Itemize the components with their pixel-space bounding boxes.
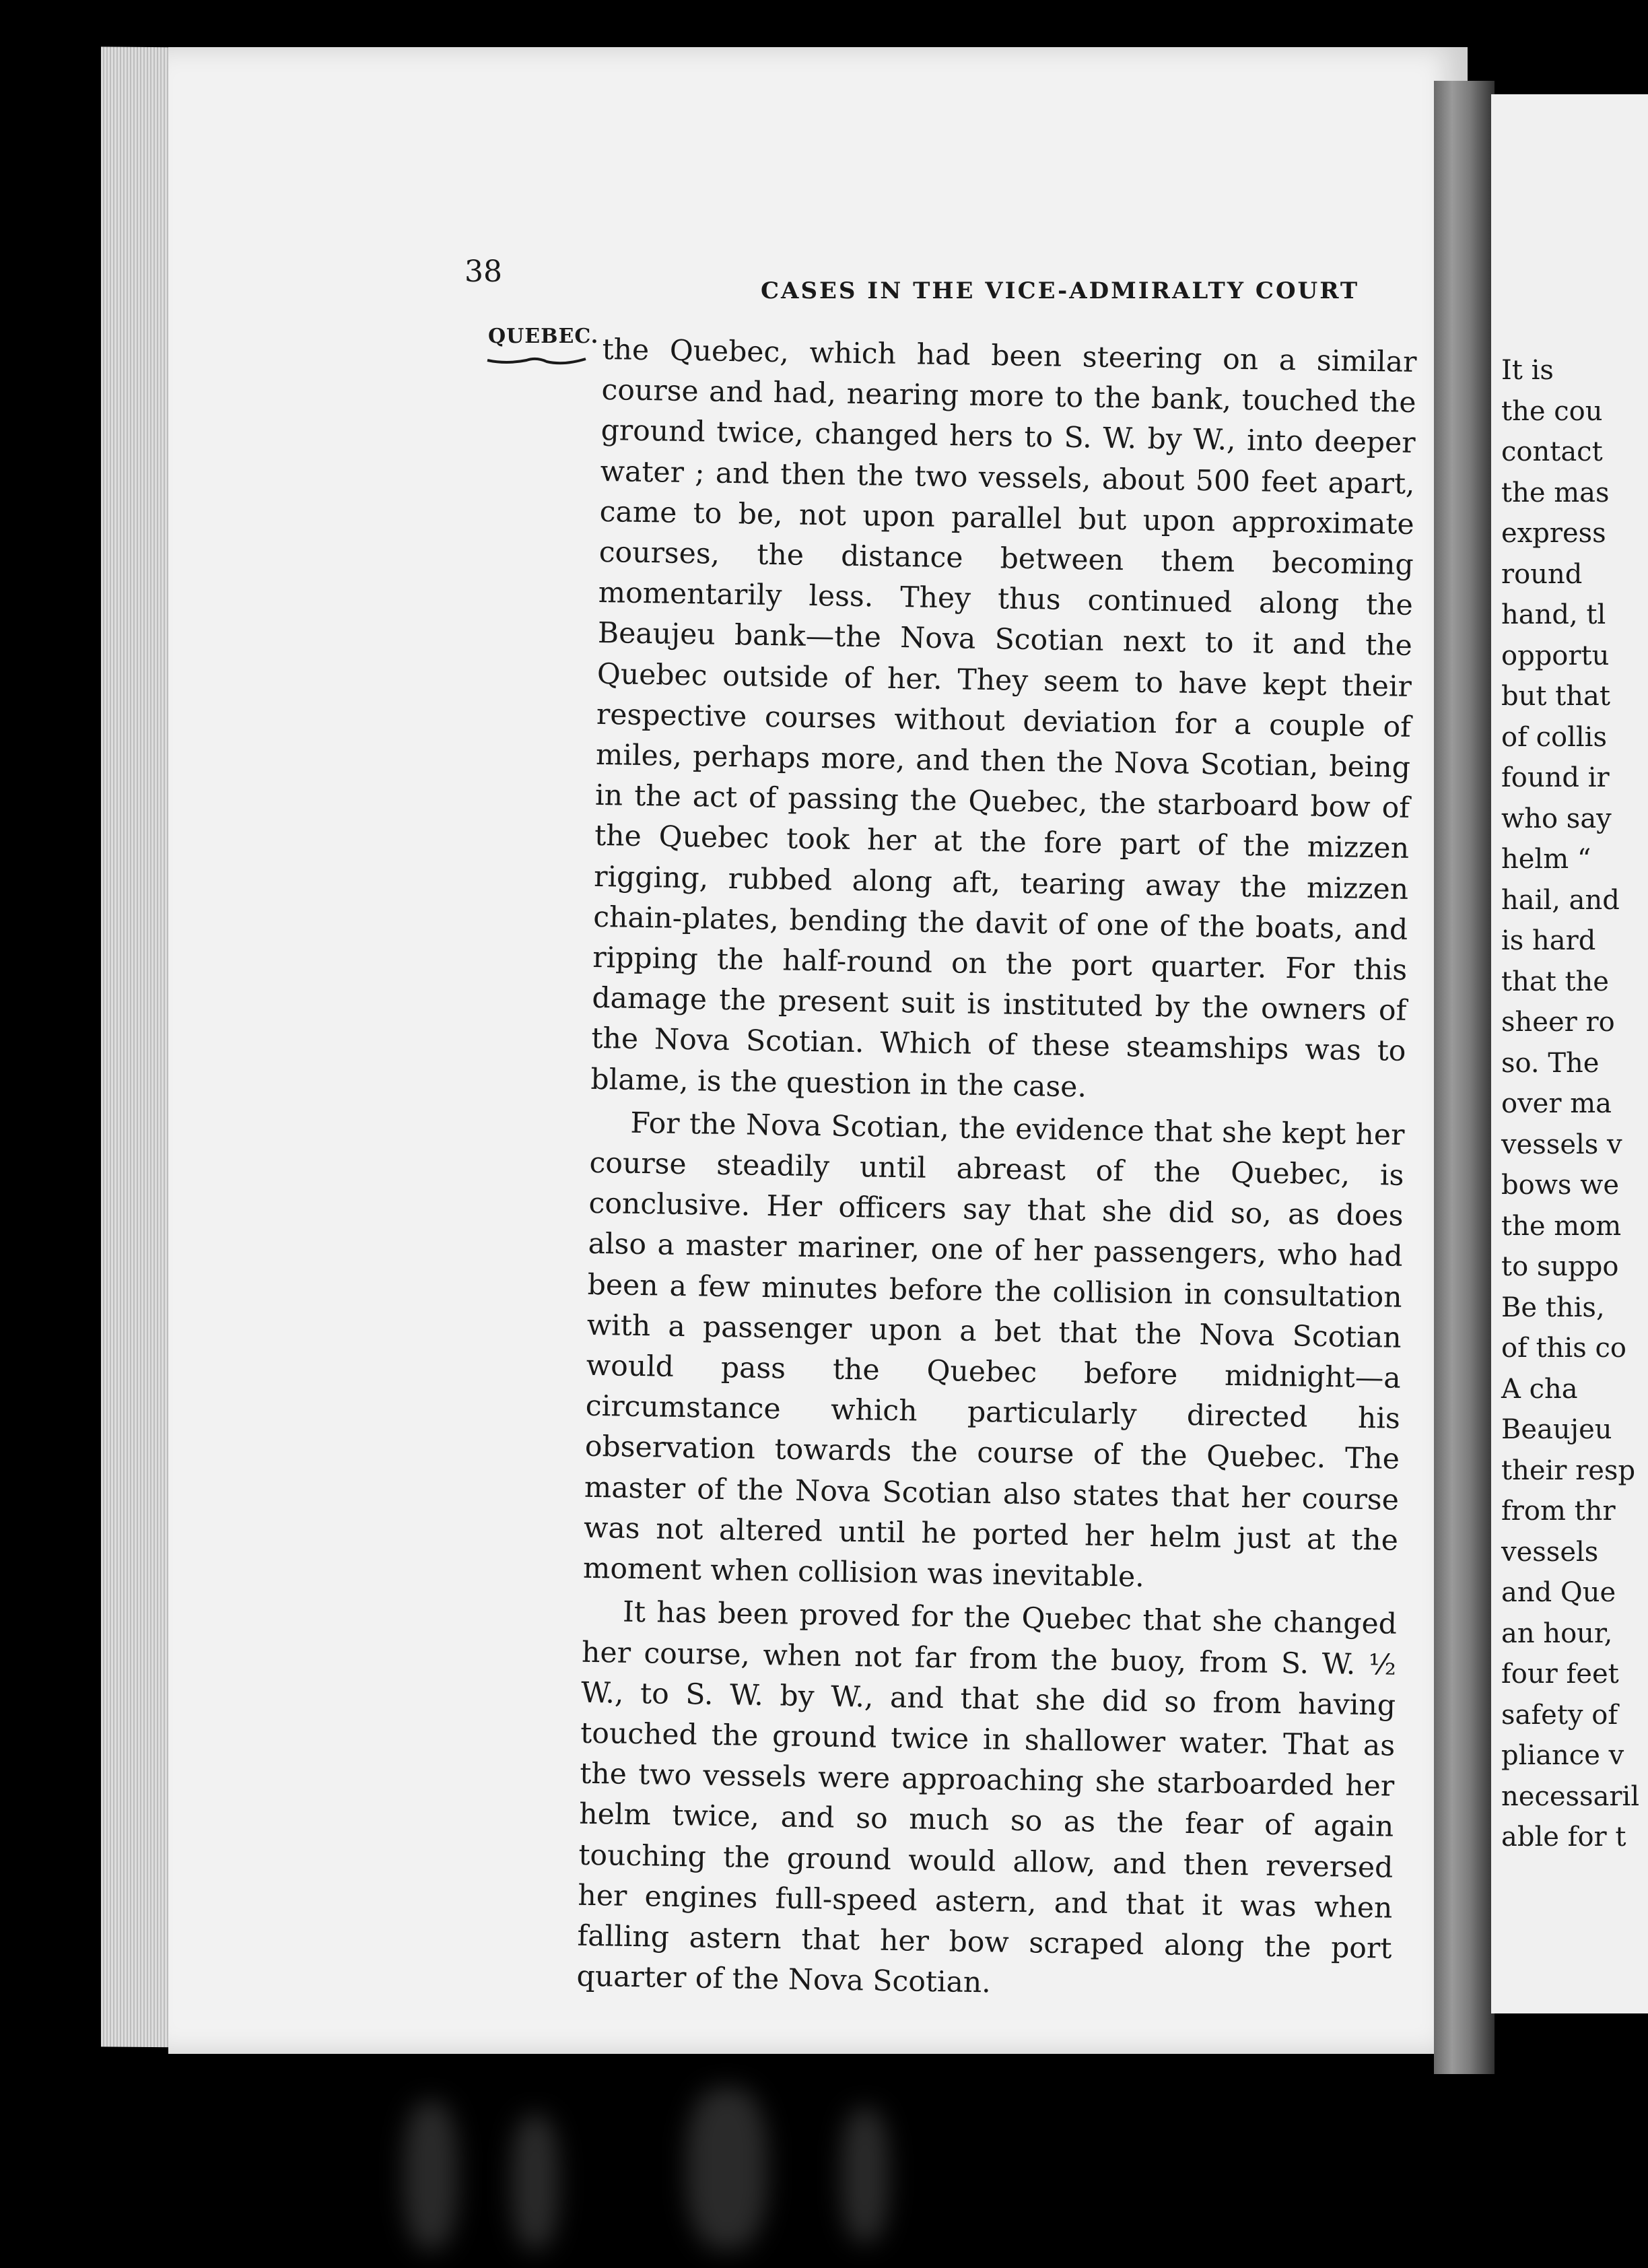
facing-line: express <box>1501 518 1606 549</box>
facing-line: is hard <box>1501 925 1596 956</box>
facing-line: from thr <box>1501 1496 1616 1527</box>
facing-line: It is <box>1501 355 1554 386</box>
facing-line: safety of <box>1501 1699 1618 1731</box>
facing-line: but that <box>1501 681 1610 712</box>
facing-line: who say <box>1501 803 1612 834</box>
facing-line: and Que <box>1501 1577 1616 1608</box>
facing-line: Beaujeu <box>1501 1414 1612 1445</box>
scan-smudge <box>842 2108 889 2242</box>
facing-page-text <box>1501 350 1648 1858</box>
facing-line: the mom <box>1501 1210 1622 1242</box>
facing-line: necessaril <box>1501 1780 1640 1812</box>
facing-line: found ir <box>1501 762 1610 793</box>
facing-line: contact <box>1501 436 1603 467</box>
facing-line: bows we <box>1501 1170 1620 1201</box>
facing-line: helm “ <box>1501 844 1591 875</box>
sidenote-flourish <box>486 354 587 367</box>
facing-line: their resp <box>1501 1455 1636 1486</box>
facing-line: opportu <box>1501 640 1610 671</box>
page-number: 38 <box>465 255 502 289</box>
facing-line: to suppo <box>1501 1251 1619 1282</box>
facing-line: so. The <box>1501 1047 1600 1079</box>
facing-line: round <box>1501 558 1583 590</box>
facing-line: Be this, <box>1501 1292 1605 1323</box>
facing-line: hand, tl <box>1501 599 1606 630</box>
scan-smudge <box>512 2114 559 2249</box>
scan-smudge <box>687 2088 767 2249</box>
facing-line: sheer ro <box>1501 1007 1615 1038</box>
facing-line: vessels v <box>1501 1129 1622 1160</box>
facing-line: pliance v <box>1501 1740 1624 1771</box>
book-gutter <box>1434 81 1495 2074</box>
body-text <box>576 330 1417 2010</box>
sidenote: QUEBEC. <box>488 325 599 348</box>
scan-smudge <box>404 2101 458 2249</box>
paragraph-3: It has been proved for the Quebec that she changed her course, when not far from the buoy, from S. W. ½ W., to S. W. by W., and that she did so from having touched the ground twice in shallower water. That as the two vessels were approaching she starboarded her helm twice, and so much so as the fear of again touching the ground would allow, and then reversed her engines full-speed astern, and that it was when falling astern that her bow scraped along the port quarter of the Nova Scotian. <box>576 1596 1398 2000</box>
facing-line: A cha <box>1501 1373 1578 1405</box>
facing-line: four feet <box>1501 1659 1619 1690</box>
paragraph-1: the Quebec, which had been steering on a similar course and had, nearing more to the bank, touched the ground twice, changed hers to S. W. by W., into deeper water ; and then the two vessels, about 500 feet apart, came to be, not upon parallel but upon approximate courses, the distance between them becoming momentarily less. They thus continued along the Beaujeu bank—the Nova Scotian next to it and the Quebec outside of her. They seem to have kept their respective courses without deviation for a couple of miles, perhaps more, and then the Nova Scotian, being in the act of passing the Quebec, the starboard bow of the Quebec took her at the fore part of the mizzen rigging, rubbed along aft, tearing away the mizzen chain-plates, bending the davit of one of the boats, and ripping the half-round on the port quarter. For this damage the present suit is instituted by the owners of the Nova Scotian. Which of these steamships was to blame, is the question in the case. <box>590 333 1417 1104</box>
facing-line: the cou <box>1501 395 1603 427</box>
running-head: CASES IN THE VICE-ADMIRALTY COURT <box>761 277 1360 304</box>
facing-line: hail, and <box>1501 884 1620 916</box>
facing-line: of this co <box>1501 1333 1626 1364</box>
facing-line: vessels <box>1501 1536 1599 1568</box>
facing-line: able for t <box>1501 1822 1626 1853</box>
facing-line: of collis <box>1501 721 1607 753</box>
facing-line: the mas <box>1501 477 1610 508</box>
facing-line: over ma <box>1501 1088 1612 1119</box>
facing-line: that the <box>1501 966 1609 997</box>
facing-line: an hour, <box>1501 1617 1613 1649</box>
paragraph-2: For the Nova Scotian, the evidence that she kept her course steadily until abreast of the Quebec, is conclusive. Her officers say that she did so, as does also a master mariner, one of her passengers, who had been a few minutes before the collision in consultation with a passenger upon a bet that the Nova Scotian would pass the Quebec before midnight—a circumstance which particularly directed his observation towards the course of the Quebec. The master of the Nova Scotian also states that her course was not altered until he ported her helm just at the moment when collision was inevitable. <box>582 1106 1405 1594</box>
